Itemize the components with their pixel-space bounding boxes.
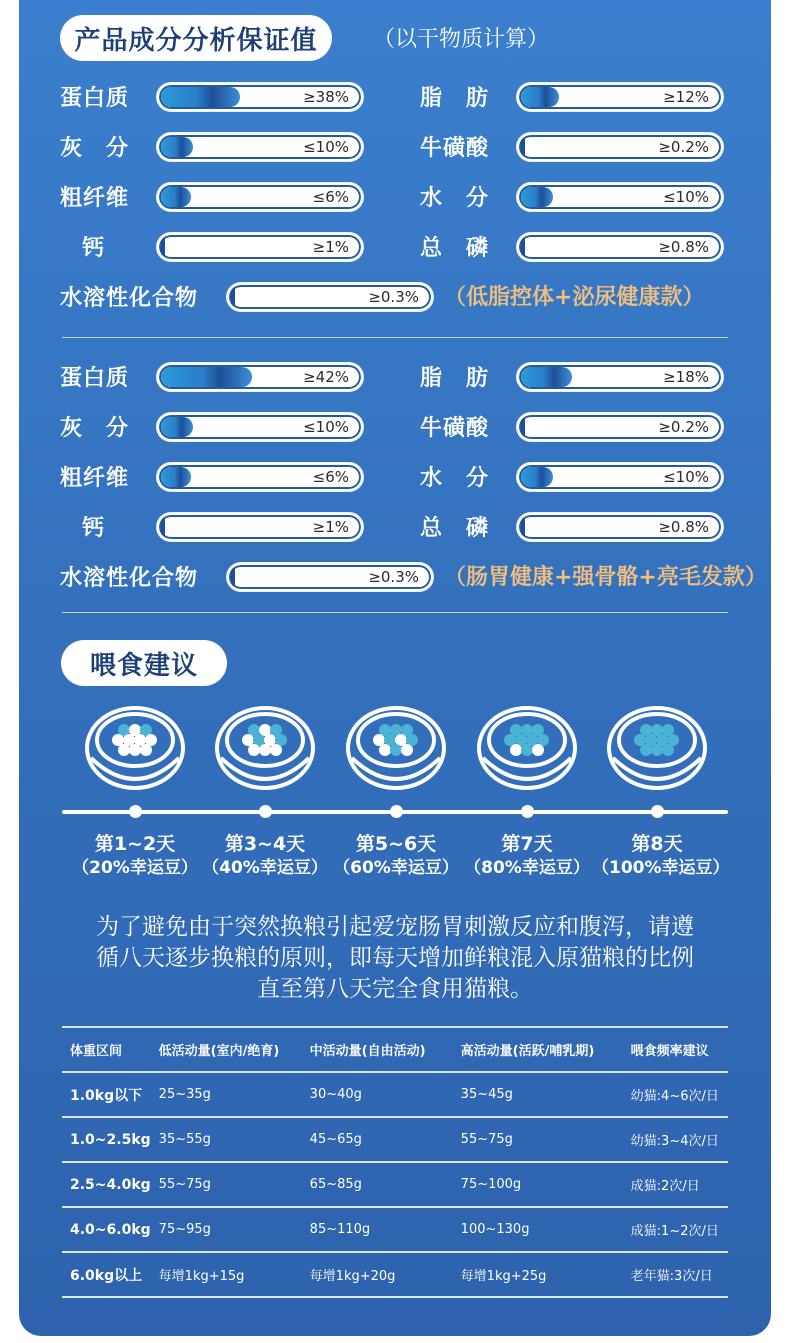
low-activity-cell: 每增1kg+15g [151, 1252, 302, 1297]
timeline-dot [521, 805, 534, 818]
divider [62, 337, 728, 338]
nutrient-bar-fill [161, 517, 165, 537]
high-activity-cell: 每增1kg+25g [453, 1252, 623, 1297]
nutrient-value: ≤6% [312, 468, 349, 486]
header-high-activity: 高活动量(活跃/哺乳期) [453, 1027, 623, 1072]
nutrient-bar [517, 133, 723, 161]
nutrient-bar-fill [161, 137, 193, 157]
day-ratio: （20%幸运豆） [72, 858, 198, 878]
nutrient-label: 粗纤维 [60, 466, 130, 491]
content-panel [19, 0, 771, 1336]
food-bowl-icon [344, 704, 448, 796]
weight-cell: 4.0~6.0kg [62, 1207, 151, 1252]
nutrient-bar-fill [161, 187, 191, 207]
timeline-dot [129, 805, 142, 818]
nutrient-bar [517, 513, 723, 541]
water-soluble-bar-fill [231, 567, 235, 587]
food-bowl-icon [213, 704, 317, 796]
header-mid-activity: 中活动量(自由活动) [302, 1027, 453, 1072]
nutrient-value: ≤10% [303, 418, 349, 436]
nutrient-bar-fill [161, 87, 240, 107]
nutrient-label: 蛋白质 [60, 86, 130, 111]
nutrient-bar-fill [521, 187, 553, 207]
header-low-activity: 低活动量(室内/绝育) [151, 1027, 302, 1072]
nutrient-value: ≤6% [312, 188, 349, 206]
nutrient-value: ≥0.2% [658, 418, 709, 436]
nutrient-value: ≥0.8% [658, 518, 709, 536]
mid-activity-cell: 85~110g [302, 1207, 453, 1252]
water-soluble-bar-fill [231, 287, 235, 307]
transition-advice [60, 912, 730, 1005]
nutrient-label: 灰 分 [60, 416, 130, 441]
mid-activity-cell: 65~85g [302, 1162, 453, 1207]
weight-cell: 2.5~4.0kg [62, 1162, 151, 1207]
nutrient-bar-fill [521, 137, 525, 157]
formula-note: （低脂控体+泌尿健康款） [444, 285, 705, 310]
nutrient-value: ≥0.8% [658, 238, 709, 256]
low-activity-cell: 75~95g [151, 1207, 302, 1252]
food-bowl-icon [605, 704, 709, 796]
analysis-title: 产品成分分析保证值 [60, 15, 332, 61]
table-header-row [62, 1027, 728, 1072]
advice-line: 直至第八天完全食用猫粮。 [257, 976, 533, 1002]
nutrient-bar [157, 363, 363, 391]
nutrient-label: 灰 分 [60, 136, 130, 161]
nutrient-bar [157, 183, 363, 211]
water-soluble-bar [227, 563, 433, 591]
day-number: 第3~4天 [224, 833, 306, 855]
nutrient-bar [517, 233, 723, 261]
day-ratio: （100%幸运豆） [592, 858, 730, 878]
timeline-dot [390, 805, 403, 818]
nutrient-bar [157, 513, 363, 541]
table-row [62, 1072, 728, 1117]
nutrient-bar-fill [161, 237, 165, 257]
nutrient-bar-fill [521, 417, 525, 437]
nutrient-bar-fill [161, 367, 252, 387]
nutrient-bar-fill [521, 467, 553, 487]
day-number: 第7天 [501, 833, 553, 855]
timeline-dot [651, 805, 664, 818]
nutrient-bar [157, 463, 363, 491]
high-activity-cell: 35~45g [453, 1072, 623, 1117]
table-row [62, 1117, 728, 1162]
nutrient-label: 牛磺酸 [420, 416, 490, 441]
day-step [331, 832, 461, 880]
nutrient-value: ≥42% [303, 368, 349, 386]
nutrient-label: 总 磷 [420, 236, 490, 261]
nutrient-value: ≥0.2% [658, 138, 709, 156]
nutrient-bar [517, 413, 723, 441]
day-step [592, 832, 730, 880]
low-activity-cell: 55~75g [151, 1162, 302, 1207]
nutrient-bar [517, 463, 723, 491]
frequency-cell: 幼猫:4~6次/日 [623, 1072, 728, 1117]
mid-activity-cell: 30~40g [302, 1072, 453, 1117]
advice-line: 循八天逐步换粮的原则，即每天增加鲜粮混入原猫粮的比例 [96, 945, 694, 971]
water-soluble-value: ≥0.3% [368, 288, 419, 306]
day-ratio: （80%幸运豆） [464, 858, 590, 878]
nutrient-bar [517, 183, 723, 211]
day-step [462, 832, 592, 880]
nutrient-label: 水 分 [420, 186, 490, 211]
low-activity-cell: 35~55g [151, 1117, 302, 1162]
weight-cell: 1.0~2.5kg [62, 1117, 151, 1162]
nutrient-bar-fill [161, 467, 191, 487]
nutrient-label: 钙 [82, 516, 106, 541]
nutrient-label: 钙 [82, 236, 106, 261]
water-soluble-label: 水溶性化合物 [60, 566, 199, 591]
feeding-title: 喂食建议 [61, 640, 227, 686]
frequency-cell: 成猫:1~2次/日 [623, 1207, 728, 1252]
water-soluble-bar [227, 283, 433, 311]
nutrient-value: ≥18% [663, 368, 709, 386]
nutrient-value: ≥12% [663, 88, 709, 106]
formula-note: （肠胃健康+强骨骼+亮毛发款） [444, 565, 767, 590]
nutrient-label: 粗纤维 [60, 186, 130, 211]
frequency-cell: 成猫:2次/日 [623, 1162, 728, 1207]
table-row [62, 1207, 728, 1252]
nutrient-label: 牛磺酸 [420, 136, 490, 161]
advice-line: 为了避免由于突然换粮引起爱宠肠胃刺激反应和腹泻，请遵 [96, 914, 694, 940]
frequency-cell: 幼猫:3~4次/日 [623, 1117, 728, 1162]
nutrient-value: ≤10% [303, 138, 349, 156]
day-step [70, 832, 200, 880]
low-activity-cell: 25~35g [151, 1072, 302, 1117]
nutrient-label: 脂 肪 [420, 366, 490, 391]
nutrient-bar [157, 83, 363, 111]
day-number: 第8天 [631, 833, 683, 855]
nutrient-label: 脂 肪 [420, 86, 490, 111]
analysis-subtitle: （以干物质计算） [373, 27, 550, 52]
header-frequency: 喂食频率建议 [623, 1027, 728, 1072]
nutrient-bar-fill [521, 517, 525, 537]
nutrient-bar [157, 233, 363, 261]
nutrient-label: 水 分 [420, 466, 490, 491]
header-weight: 体重区间 [62, 1027, 151, 1072]
food-bowl-icon [83, 704, 187, 796]
water-soluble-label: 水溶性化合物 [60, 286, 199, 311]
high-activity-cell: 55~75g [453, 1117, 623, 1162]
nutrient-bar-fill [521, 367, 572, 387]
nutrient-value: ≤10% [663, 468, 709, 486]
nutrient-label: 蛋白质 [60, 366, 130, 391]
water-soluble-value: ≥0.3% [368, 568, 419, 586]
divider [62, 612, 728, 613]
high-activity-cell: 100~130g [453, 1207, 623, 1252]
nutrient-bar [157, 133, 363, 161]
nutrient-value: ≤10% [663, 188, 709, 206]
high-activity-cell: 75~100g [453, 1162, 623, 1207]
table-row [62, 1252, 728, 1297]
mid-activity-cell: 每增1kg+20g [302, 1252, 453, 1297]
food-bowl-icon [475, 704, 579, 796]
mid-activity-cell: 45~65g [302, 1117, 453, 1162]
weight-cell: 1.0kg以下 [62, 1072, 151, 1117]
day-number: 第5~6天 [355, 833, 437, 855]
nutrient-bar [517, 363, 723, 391]
nutrient-bar-fill [161, 417, 193, 437]
day-number: 第1~2天 [94, 833, 176, 855]
nutrient-bar-fill [521, 87, 559, 107]
nutrient-label: 总 磷 [420, 516, 490, 541]
frequency-cell: 老年猫:3次/日 [623, 1252, 728, 1297]
day-ratio: （60%幸运豆） [333, 858, 459, 878]
nutrient-bar [157, 413, 363, 441]
table-row [62, 1162, 728, 1207]
nutrient-bar [517, 83, 723, 111]
nutrient-bar-fill [521, 237, 525, 257]
timeline-dot [259, 805, 272, 818]
day-step [200, 832, 330, 880]
nutrient-value: ≥1% [312, 518, 349, 536]
nutrient-value: ≥38% [303, 88, 349, 106]
day-ratio: （40%幸运豆） [202, 858, 328, 878]
feeding-table [62, 1026, 728, 1298]
nutrient-value: ≥1% [312, 238, 349, 256]
weight-cell: 6.0kg以上 [62, 1252, 151, 1297]
